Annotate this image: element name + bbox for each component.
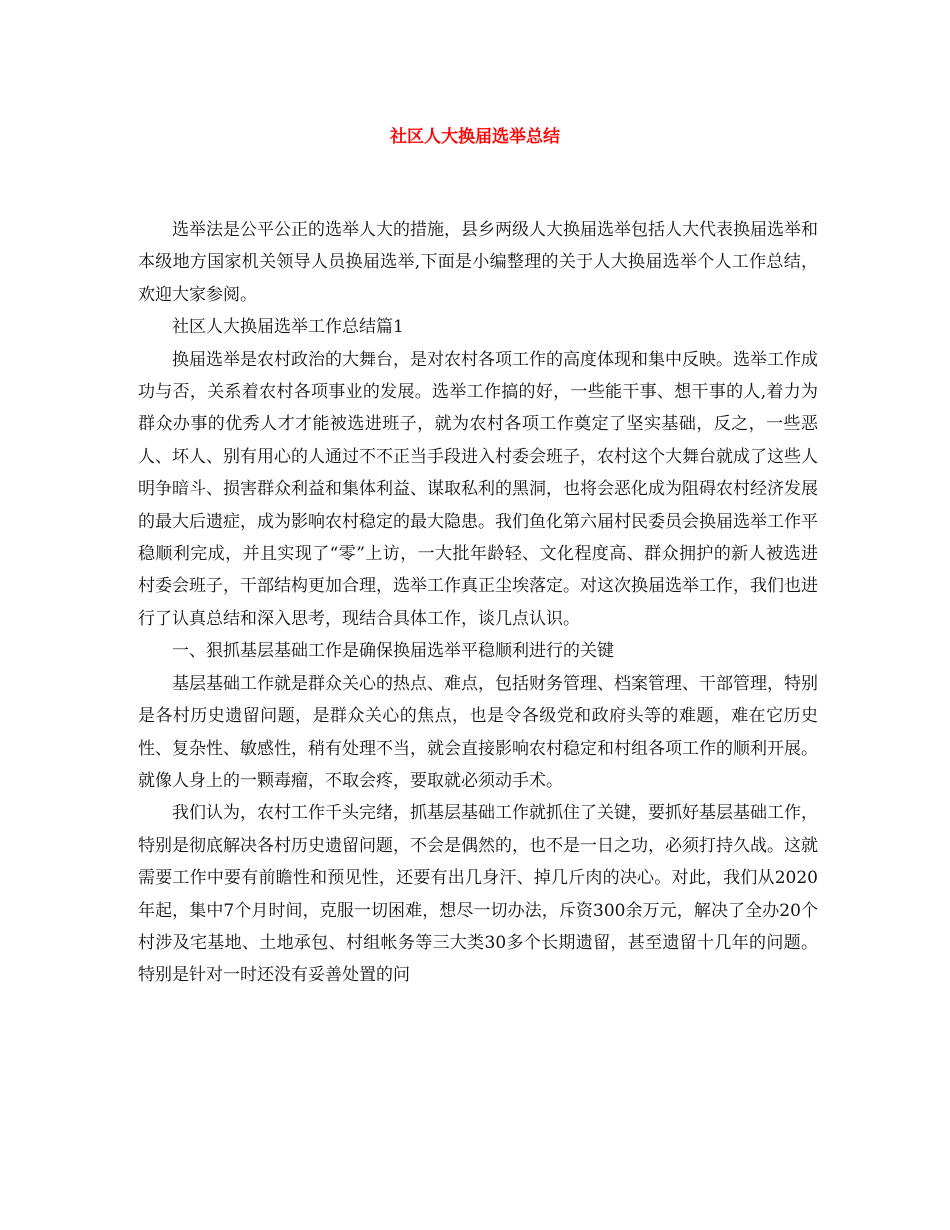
paragraph-grassroots-work: 基层基础工作就是群众关心的热点、难点，包括财务管理、档案管理、干部管理，特别是各村历史遗留问题，是群众关心的焦点，也是令各级党和政府头等的难题，难在它历史性、复杂性、敏感性，稍有处理不当，就会直接影响农村稳定和村组各项工作的顺利开展。就像人身上的一颗毒瘤，不取会疼，要取就必须动手术。 — [138, 673, 818, 791]
paragraph-heading-part1: 社区人大换届选举工作总结篇1 — [172, 317, 404, 338]
document-body — [138, 214, 818, 992]
paragraph-section-heading-1: 一、狠抓基层基础工作是确保换届选举平稳顺利进行的关键 — [172, 641, 614, 662]
document-title: 社区人大换届选举总结 — [390, 127, 560, 147]
paragraph-our-view: 我们认为，农村工作千头完绪，抓基层基础工作就抓住了关键，要抓好基层基础工作，特别是彻底解决各村历史遗留问题，不会是偶然的，也不是一日之功，必须打持久战。这就需要工作中要有前瞻性和预见性，还要有出几身汗、掉几斤肉的决心。对此，我们从2020年起，集中7个月时间，克服一切困难，想尽一切办法，斥资300余万元，解决了全办20个村涉及宅基地、土地承包、村组帐务等三大类30多个长期遗留，甚至遗留十几年的问题。特别是针对一时还没有妥善处置的问 — [138, 803, 818, 986]
paragraph-election-stage: 换届选举是农村政治的大舞台，是对农村各项工作的高度体现和集中反映。选举工作成功与否，关系着农村各项事业的发展。选举工作搞的好，一些能干事、想干事的人,着力为群众办事的优秀人才才能被选进班子，就为农村各项工作奠定了坚实基础，反之，一些恶人、坏人、别有用心的人通过不不正当手段进入村委会班子，农村这个大舞台就成了这些人明争暗斗、损害群众利益和集体利益、谋取私利的黑洞，也将会恶化成为阻碍农村经济发展的最大后遗症，成为影响农村稳定的最大隐患。我们鱼化第六届村民委员会换届选举工作平稳顺利完成，并且实现了“零”上访，一大批年龄轻、文化程度高、群众拥护的新人被选进村委会班子，干部结构更加合理，选举工作真正尘埃落定。对这次换届选举工作，我们也进行了认真总结和深入思考，现结合具体工作，谈几点认识。 — [138, 349, 818, 629]
paragraph-intro: 选举法是公平公正的选举人大的措施，县乡两级人大换届选举包括人大代表换届选举和本级地方国家机关领导人员换届选举,下面是小编整理的关于人大换届选举个人工作总结，欢迎大家参阅。 — [138, 220, 818, 305]
